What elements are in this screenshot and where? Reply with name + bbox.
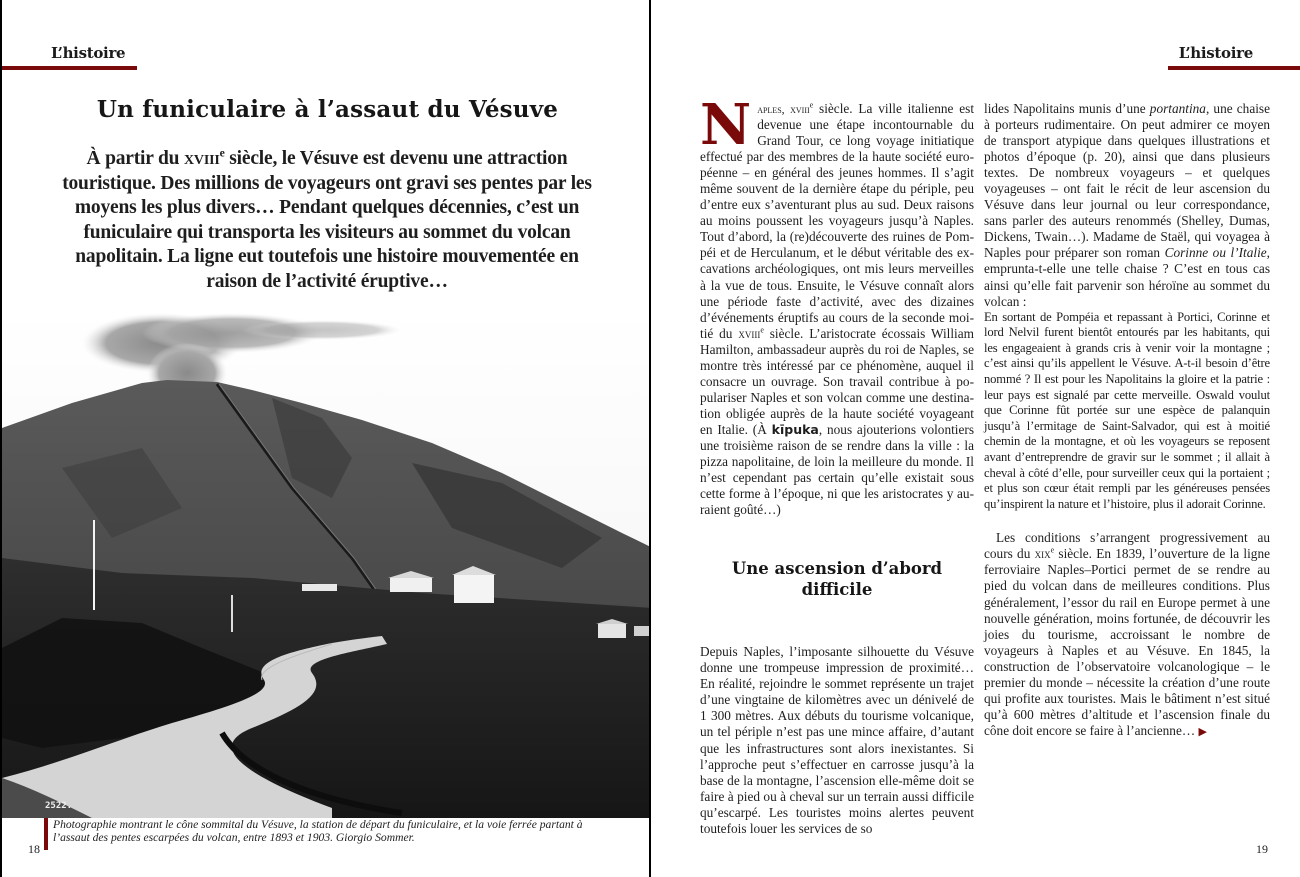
vesuvius-photo: [2, 308, 651, 818]
century-sup: e: [1050, 545, 1055, 555]
section-heading: Une ascension d’abord difficile: [731, 559, 943, 600]
century: xviii: [738, 325, 761, 341]
paragraph: [984, 101, 1270, 310]
paragraph-text: lides Napolitains munis d’une: [984, 101, 1150, 116]
running-head: L’histoire: [1178, 44, 1253, 62]
paragraph-text: siècle. En 1839, l’ouverture de la ligne ferroviaire Naples–Portici permet de se rendre au pied du volcan dans de meilleures conditions. Plus généralement, l’essor du rail en Europe permet à une nouvelle génération, moins fortunée, de découvrir les joies du tourisme, accroissant le nombre de voyageurs à Naples et au Vésuve. En 1845, la construction de l’observatoire volcanologique – le premier du monde – nécessite la création d’une route qui profite aux touristes. Mais le bâtiment n’est situé qu’à 600 mètres d’altitude et l’ascension finale du cône doit encore se faire à l’ancienne…: [984, 546, 1271, 738]
lead-sup: e: [809, 100, 814, 110]
caption-accent-bar: [44, 818, 48, 850]
paragraph-text: , une chaise à porteurs rudimentaire. On peut admirer ce moyen de transport atypique dans quelques illustrations et photos d’époque (p. 20), ainsi que dans plusieurs textes. De nombreux voyageurs – et quelques voyageuses – ont fait le récit de leur ascension du Vésuve dans leur journal ou leur correspondance, sans parler des auteurs renommés (Shelley, Dumas, Dickens, Twain…). Madame de Staël, qui voyagea à Naples pour préparer son roman: [984, 101, 1270, 261]
paragraph: Depuis Naples, l’imposante silhouette du Vésuve donne une trompeuse impression de proximité… En réalité, rejoindre le sommet représente un trajet d’une vingtaine de kilomètres avec un dénivelé de 1 300 mètres. Aux débuts du tourisme volcanique, un tel périple n’est pas une mince affaire, d’autant que les infrastructures sont alors inexistantes. Si l’approche peut s’effectuer en carrosse jusqu’à la base de la montagne, l’ascension elle-même doit se faire à pied ou à cheval sur un terrain aussi difficile qu’escarpé. Les touristes moins alertes peuvent toutefois louer les services de so: [700, 644, 974, 836]
paragraph-text: Les conditions s’arrangent progressivement au cours du: [984, 530, 1270, 562]
century: xviii: [184, 148, 220, 169]
page-number: 18: [28, 842, 40, 856]
magazine-brand: kīpuka: [771, 421, 819, 437]
century-sup: e: [219, 146, 225, 160]
drop-cap: N: [700, 92, 752, 158]
paragraph-text: siècle. La ville italienne est devenue une étape incontournable du Grand Tour, ce long voyage initiatique effectué par des membres de la haute société européenne – en général des jeunes hommes. Il s’agit même souvent de la dernière étape du périple, peu d’entre eux s’aventurant plus au sud. Deux raisons au moins poussent les voyageurs jusqu’à Naples. Tout d’abord, la (re)découverte des ruines de Pompéi et de Herculanum, et le début véritable des excavations archéologiques, ont mis leurs merveilles à la vue de tous. Ensuite, le Vésuve connaît alors une période faste d’activité, avec des dizaines d’événements éruptifs au cours de la seconde moitié du: [700, 101, 975, 341]
photo-plate-number: 2522.: [45, 801, 73, 811]
intro-text-rest: siècle, le Vésuve est devenu une attraction touristique. Des millions de voyageurs ont gravi ses pentes par les moyens les plus divers… Pendant quelques décennies, c’est un funiculaire qui transporta les visiteurs au sommet du volcan napolitain. La ligne eut toutefois une histoire mouvementée en raison de l’activité éruptive…: [62, 148, 592, 292]
right-page: [651, 0, 1300, 877]
paragraph-text: , emprunta-t-elle une telle chaise ? C’est en tous cas ainsi qu’elle fait parvenir son héroïne au sommet du volcan :: [984, 245, 1270, 309]
century-sup: e: [760, 325, 764, 335]
paragraph: [700, 92, 975, 518]
text-column-1: [700, 92, 975, 837]
running-head-rule: [2, 66, 137, 70]
article-intro: [57, 147, 597, 295]
article-title: Un funiculaire à l’assaut du Vésuve: [96, 96, 559, 123]
paragraph-text: , nous ajouterions volontiers une troisième raison de se rendre dans la ville : la pizza napolitaine, de loin la meilleure du monde. Il n’est cependant pas certain qu’elle existait sous cette forme à l’époque, ni que les aristocrates y auraient goûté…): [700, 421, 974, 518]
century: xix: [1034, 546, 1051, 562]
italic-term: portantina: [1149, 101, 1206, 116]
intro-text: À partir du: [86, 148, 184, 169]
block-quote: En sortant de Pompéia et repassant à Portici, Corinne et lord Nelvil furent bientôt entourés par les habitants, qui les engageaient à grands cris à venir voir la montagne ; c’est ainsi qu’ils appellent le Vésuve. A-t-il besoin d’être nommé ? Il est pour les Napolitains la gloire et la patrie : leur pays est signalé par cette merveille. Oswald voulut que Corinne fût portée sur une espèce de palanquin jusqu’à l’ermitage de Saint-Salvador, qui est à moitié chemin de la montagne, et où les voyageurs se reposent avant d’entreprendre de gravir sur le sommet ; il allait à cheval à côté d’elle, pour surveiller ceux qui la portaient ; et plus son cœur était rempli par les généreuses pensées qu’inspirent la nature et l’histoire, plus il adorait Corinne.: [984, 309, 1270, 511]
page-number: 19: [1256, 842, 1268, 856]
continue-arrow-icon: ▶: [1198, 725, 1207, 738]
paragraph-text: siècle. L’aristocrate écossais William Hamilton, ambassadeur auprès du roi de Naples, se montre très intéressé par ce phénomène, auquel il consacre un ouvrage. Son travail contribue à populariser Naples et son volcan comme une destination obligée auprès de la haute société voyageant en Italie. (À: [700, 325, 974, 437]
photo-illustration: [2, 308, 651, 818]
photo-caption: Photographie montrant le cône sommital du Vésuve, la station de départ du funiculaire, et la voie ferrée partant à l’assaut des pentes escarpées du volcan, entre 1893 et 1903. Giorgio Sommer.: [53, 818, 583, 844]
running-head: L’histoire: [51, 44, 126, 62]
text-column-2: [984, 101, 1270, 740]
book-title: Corinne ou l’Italie: [1164, 245, 1267, 261]
paragraph: [984, 530, 1270, 740]
lead-in: aples, xviii: [757, 102, 810, 116]
running-head-rule: [1168, 66, 1300, 70]
